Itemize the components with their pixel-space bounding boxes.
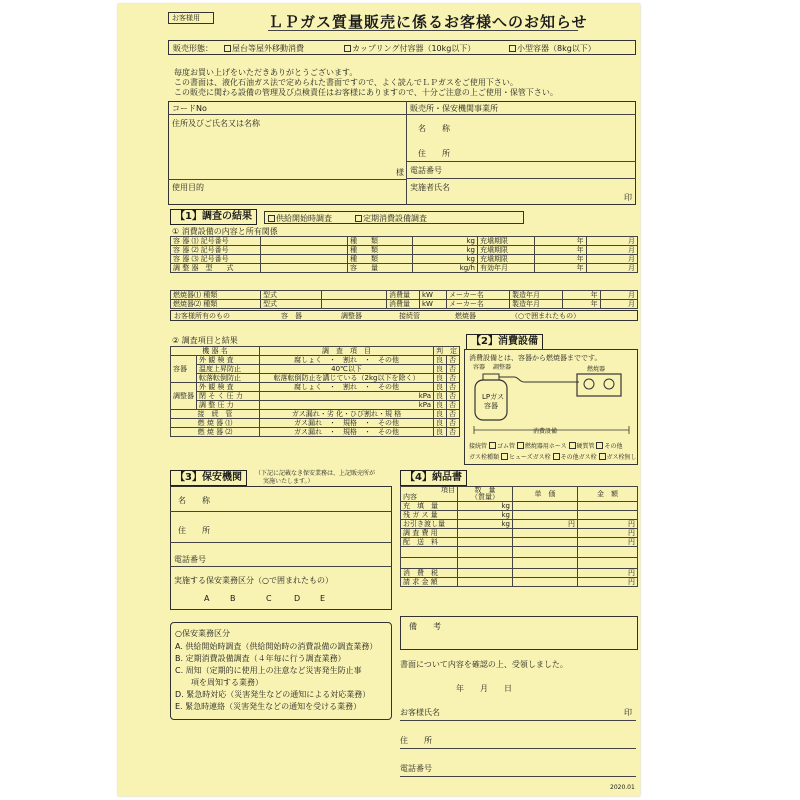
customer-phone-label: 電話番号 [400, 764, 432, 773]
table-row: 調 整 圧 力 kPa 良 否 [171, 401, 460, 410]
table-row: 消 費 税 円 [401, 569, 638, 578]
equipment-description: 消費設備とは、容器から燃焼器までです。 [469, 354, 602, 362]
inspection-table [170, 346, 460, 437]
checkbox-icon[interactable] [569, 442, 576, 449]
title-underline [268, 30, 578, 31]
table-row [401, 547, 638, 558]
connector-type-row: 接続管 ゴム管 燃焼器用ホース 硬質管 その他 [469, 443, 623, 450]
survey-type-row [264, 211, 524, 224]
table-row [401, 558, 638, 569]
table-row: 燃 焼 器 ⑴ ガス漏れ ・ 規格 ・ その他 良 否 [171, 419, 460, 428]
seller-phone-label: 電話番号 [410, 166, 442, 175]
remarks-label: 備 考 [409, 622, 441, 631]
customer-copy-label: お客様用 [172, 14, 200, 22]
class-c[interactable]: C [266, 594, 272, 603]
table-row: 転落転倒防止 転落転倒防止を講じている（2kg以下を除く） 良 否 [171, 374, 460, 383]
sales-form-option-3[interactable]: 小型容器（8kg以下） [509, 44, 596, 53]
implementer-label: 実施者氏名 [410, 183, 450, 192]
section-2-title: 【2】消費設備 [466, 334, 543, 350]
table-row: 配 送 料 円 [401, 538, 638, 547]
seller-header: 販売所・保安機関事業所 [410, 104, 498, 113]
agency-phone-label: 電話番号 [174, 555, 206, 564]
customer-address-label: 住 所 [400, 736, 432, 745]
seller-name-label: 名 称 [418, 124, 450, 133]
invoice-table [400, 486, 638, 587]
consumption-equipment-label: 消費設備 [533, 428, 558, 435]
agency-address-label: 住 所 [178, 526, 210, 535]
checkbox-icon[interactable] [344, 45, 351, 52]
checkbox-icon[interactable] [509, 45, 516, 52]
checkbox-icon[interactable] [489, 442, 496, 449]
section-3-note-2: 実施いたします。） [263, 478, 314, 485]
class-e[interactable]: E [320, 594, 326, 603]
hose-icon [499, 377, 579, 382]
section-1-title: 【1】調査の結果 [170, 209, 257, 225]
table-row: お引き渡し量 kg 円 円 [401, 520, 638, 529]
table-row: 燃焼器⑴ 種類 型式 消費量 kW メーカー名 製造年月 年 月 [171, 291, 638, 300]
customer-copy-box [168, 12, 214, 24]
class-a[interactable]: A [204, 594, 210, 603]
table-row: 機 器 名 調 査 項 目 判 定 [171, 347, 460, 356]
table-row: 容器 外 観 検 査 腐しょく ・ 割れ ・ その他 良 否 [171, 356, 460, 365]
customer-seal: 印 [624, 708, 632, 717]
table-row: 接 続 管 ガス漏れ・劣 化・ひび割れ・規 格 良 否 [171, 410, 460, 419]
checkbox-icon[interactable] [268, 215, 275, 222]
ownership-row: お客様所有のもの 容 器 調整器 接続管 燃焼器 （○で囲まれたもの） [170, 310, 638, 321]
checkbox-icon[interactable] [501, 453, 508, 460]
checkbox-icon[interactable] [224, 45, 231, 52]
table-row: 閉 そ く 圧 力 kPa 良 否 [171, 392, 460, 401]
implementer-seal: 印 [624, 193, 632, 202]
receipt-confirm-text: 書面について内容を確認の上、受領しました。 [400, 660, 568, 669]
section-1-sub-2: ② 調査項目と結果 [172, 336, 238, 345]
intro-line-1: 毎度お買い上げをいただきありがとうございます。 [174, 68, 358, 77]
checkbox-icon[interactable] [596, 442, 603, 449]
checkbox-icon[interactable] [599, 453, 606, 460]
customer-info-block [168, 101, 636, 205]
table-row: 温度上昇防止 40℃以下 良 否 [171, 365, 460, 374]
document-sheet [118, 4, 640, 796]
table-row: 充 填 量 kg [401, 502, 638, 511]
class-b[interactable]: B [230, 594, 236, 603]
table-row: 残 ガ ス 量 kg [401, 511, 638, 520]
service-list-title: ○保安業務区分 [175, 629, 230, 638]
sales-form-row [168, 40, 636, 55]
survey-option-start[interactable]: 供給開始時調査 [268, 214, 332, 223]
table-row: 燃焼器⑵ 種類 型式 消費量 kW メーカー名 製造年月 年 月 [171, 300, 638, 309]
intro-line-2: この書面は、液化石油ガス法で定められた書面ですので、よく読んでＬＰガスをご使用下さい。 [174, 78, 518, 87]
page-title: ＬＰガス質量販売に係るお客様へのお知らせ [268, 13, 588, 31]
customer-name-label: お客様氏名 [400, 708, 440, 717]
sama-label: 様 [396, 168, 404, 177]
checkbox-icon[interactable] [553, 453, 560, 460]
gas-valve-type-row: ガス栓種類 ヒューズガス栓 その他ガス栓 ガス栓無し [469, 454, 637, 461]
section-3-note-1: （下記に記載なき保安業務は、上記販売所が [255, 470, 376, 477]
service-class-list-box: ○保安業務区分 A. 供給開始時調査（供給開始時の消費設備の調査業務） B. 定期消費設備調査（４年毎に行う調査業務） C. 周知（定期的に使用上の注意など災害発生防止事 項を周知する業務） D. 緊急時対応（災害発生などの通知による対応業務） E. 緊急時連絡（災害発生などの通知を受ける業務） [170, 622, 392, 720]
equipment-table [170, 236, 638, 273]
address-name-label: 住所及びご氏名又は名称 [172, 119, 260, 128]
table-row: 項目 内容 数 量 （質量） 単 価 金 額 [401, 487, 638, 502]
purpose-label: 使用目的 [172, 183, 204, 192]
agency-name-label: 名 称 [178, 496, 210, 505]
section-4-title: 【4】納品書 [400, 470, 467, 486]
sales-form-option-2[interactable]: カップリング付容器（10kg以下） [344, 44, 475, 53]
receipt-date: 年 月 日 [456, 684, 512, 693]
consumption-equipment-box: 消費設備とは、容器から燃焼器までです。 容器 調整器 燃焼器 LPガス 容器 消費設備 接続管 ゴム管 燃焼器用ホース 硬質管 その他 ガス栓種類 ヒューズガス栓 その他ガス栓 ガス栓無し [464, 349, 638, 465]
section-3-title: 【3】保安機関 [170, 470, 247, 486]
remarks-box[interactable] [400, 616, 638, 650]
sales-form-label: 販売形態： [173, 44, 213, 53]
table-row: 容 器 ⑴ 記号番号 種 類 kg 充塡期限 年 月 [171, 237, 638, 246]
burner-table [170, 290, 638, 309]
section-1-sub-1: ① 消費設備の内容と所有関係 [172, 227, 278, 236]
table-row: 燃 焼 器 ⑵ ガス漏れ ・ 規格 ・ その他 良 否 [171, 428, 460, 437]
service-class-label: 実施する保安業務区分（○で囲まれたもの） [174, 576, 333, 585]
checkbox-icon[interactable] [355, 215, 362, 222]
table-row: 調 査 費 用 円 [401, 529, 638, 538]
table-row: 容 器 ⑶ 記号番号 種 類 kg 充塡期限 年 月 [171, 255, 638, 264]
table-row: 容 器 ⑵ 記号番号 種 類 kg 充塡期限 年 月 [171, 246, 638, 255]
sales-form-option-1[interactable]: 屋台等屋外移動消費 [224, 44, 304, 53]
table-row: 調 整 器 型 式 容 量 kg/h 有効年月 年 月 [171, 264, 638, 273]
table-row: 請 求 金 額 円 [401, 578, 638, 587]
table-row: 調整器 外 観 検 査 腐しょく ・ 割れ ・ その他 良 否 [171, 383, 460, 392]
code-no-label: コードNo [172, 104, 207, 113]
checkbox-icon[interactable] [517, 442, 524, 449]
class-d[interactable]: D [294, 594, 301, 603]
intro-line-3: この販売に関わる設備の管理及び点検責任はお客様にありますので、十分ご注意の上ご使用・保管下さい。 [174, 88, 558, 97]
survey-option-periodic[interactable]: 定期消費設備調査 [355, 214, 427, 223]
form-version: 2020.01 [610, 784, 635, 791]
seller-address-label: 住 所 [418, 149, 450, 158]
